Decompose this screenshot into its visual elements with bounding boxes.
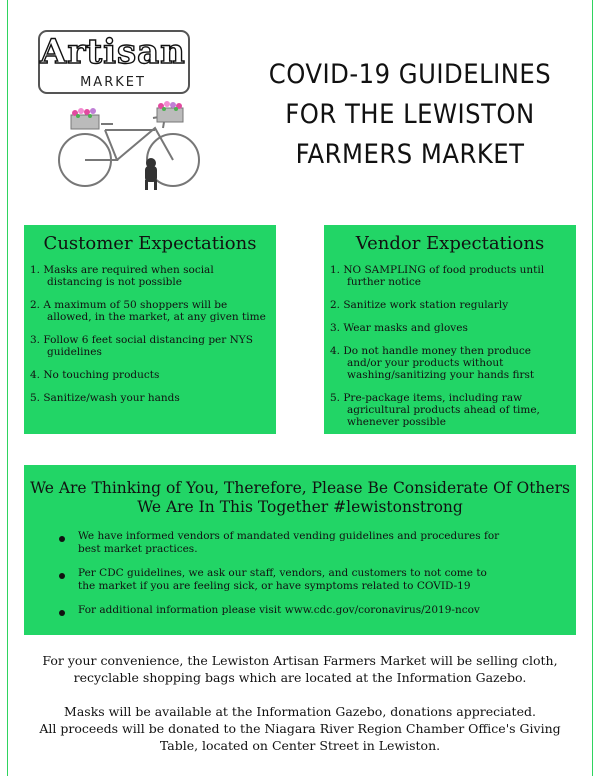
- together-line: We Are Thinking of You, Therefore, Please Be Considerate Of Others: [30, 479, 570, 497]
- notice-paragraph: All proceeds will be donated to the Niagara River Region Chamber Office's Giving Table, located on Center Street in Lewiston.: [39, 721, 561, 753]
- list-item: 1. NO SAMPLING of food products until further notice: [330, 264, 545, 288]
- bicycle-illustration: [55, 100, 205, 200]
- together-line: We Are In This Together #lewistonstrong: [137, 498, 463, 516]
- bullet-dot-icon: [59, 536, 65, 542]
- bullet-text: Per CDC guidelines, we ask our staff, vendors, and customers to not come to the market if you are feeling sick, or have symptoms related to COVID-19: [78, 567, 487, 592]
- list-item: 5. Pre-package items, including raw agricultural products ahead of time, whenever possible: [330, 392, 540, 428]
- customer-list: [24, 264, 276, 404]
- vendor-expectations-box: [324, 225, 576, 434]
- page-title: [240, 55, 580, 175]
- list-item: 4. No touching products: [30, 369, 160, 381]
- list-item: 2. A maximum of 50 shoppers will be allowed, in the market, at any given time: [30, 299, 266, 323]
- page-border-left: [7, 0, 8, 776]
- notice-paragraph: For your convenience, the Lewiston Artisan Farmers Market will be selling cloth, recyclable shopping bags which are located at the Information Gazebo.: [42, 653, 558, 685]
- front-basket: [157, 108, 183, 122]
- title-line: COVID-19 GUIDELINES: [268, 59, 552, 90]
- page-border-right: [592, 0, 593, 776]
- logo-word: Artisan: [40, 32, 186, 72]
- together-heading: [24, 479, 576, 517]
- bullet-text: For additional information please visit www.cdc.gov/coronavirus/2019-ncov: [78, 604, 480, 616]
- artisan-market-logo: [38, 30, 188, 92]
- list-item: 1. Masks are required when social distancing is not possible: [30, 264, 214, 288]
- bullet-dot-icon: [59, 610, 65, 616]
- dog-icon: [145, 158, 157, 190]
- bullet-item: [24, 604, 576, 617]
- customer-expectations-box: [24, 225, 276, 434]
- list-item: 3. Wear masks and gloves: [330, 322, 468, 334]
- convenience-notice: [20, 652, 580, 754]
- title-line: FOR THE LEWISTON: [285, 99, 535, 130]
- list-item: 5. Sanitize/wash your hands: [30, 392, 180, 404]
- bullet-item: [24, 567, 576, 593]
- bullet-text: We have informed vendors of mandated vending guidelines and procedures for best market practices.: [78, 530, 500, 555]
- rear-basket: [71, 115, 99, 129]
- bullet-dot-icon: [59, 573, 65, 579]
- customer-heading: Customer Expectations: [43, 233, 257, 254]
- together-bullets: [24, 530, 576, 617]
- vendor-list: [324, 264, 576, 428]
- title-line: FARMERS MARKET: [295, 139, 525, 170]
- list-item: 4. Do not handle money then produce and/or your products without washing/sanitizing your hands first: [330, 345, 535, 381]
- notice-paragraph: Masks will be available at the Information Gazebo, donations appreciated.: [64, 704, 536, 719]
- bike-handlebar: [101, 116, 165, 128]
- together-box: [24, 465, 576, 635]
- logo-subtitle: MARKET: [38, 76, 188, 90]
- bullet-item: [24, 530, 576, 556]
- bike-frame: [85, 128, 173, 160]
- list-item: 3. Follow 6 feet social distancing per NYS guidelines: [30, 334, 253, 358]
- list-item: 2. Sanitize work station regularly: [330, 299, 509, 311]
- vendor-heading: Vendor Expectations: [355, 233, 545, 254]
